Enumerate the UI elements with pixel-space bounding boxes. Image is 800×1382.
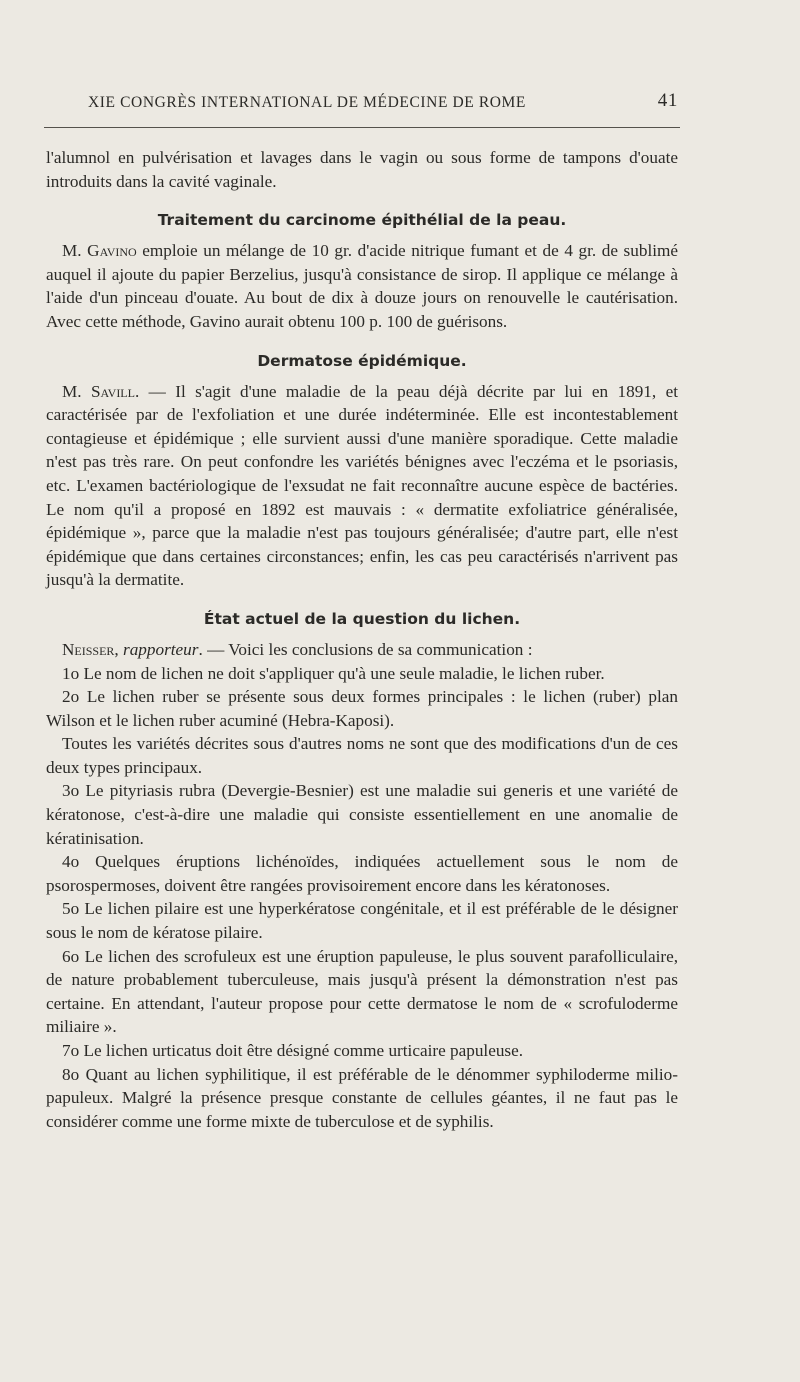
header-rule <box>44 127 680 128</box>
prefix: M. <box>62 381 91 401</box>
conclusion-6: 6o Le lichen des scrofuleux est une éruption papuleuse, le plus souvent parafolliculaire, de nature probablement tuberculeuse, mais jusqu'à présent la démonstration n'est pas certaine. En attendant, l'auteur propose pour cette dermatose le nom de « scrofuloderme miliaire ». <box>46 946 678 1037</box>
conclusion-3: 3o Le pityriasis rubra (Devergie-Besnier) est une maladie sui generis et une variété de kératonose, c'est-à-dire une maladie qui consiste essentiellement en une anomalie de kératinisation. <box>46 781 678 848</box>
paragraph-neisser <box>46 638 678 662</box>
paragraph-savill <box>46 380 678 592</box>
conclusion-8: 8o Quant au lichen syphilitique, il est préférable de le dénommer syphiloderme milio-papuleux. Malgré la présence presque constante de cellules géantes, il ne faut pas le considérer comme une forme mixte de tuberculose et de syphilis. <box>46 1064 678 1131</box>
paragraph-text: emploie un mélange de 10 gr. d'acide nitrique fumant et de 4 gr. de sublimé auquel il ajoute du papier Berzelius, jusqu'à consistance de sirop. Il applique ce mélange à l'aide d'un pinceau d'ouate. Au bout de dix à douze jours on renouvelle le cautérisation. Avec cette méthode, Gavino aurait obtenu 100 p. 100 de guérisons. <box>46 241 678 331</box>
author-name: Neisser <box>62 639 115 659</box>
conclusion-7: 7o Le lichen urticatus doit être désigné comme urticaire papuleuse. <box>62 1041 524 1060</box>
author-name: Savill <box>90 381 135 401</box>
conclusion-5: 5o Le lichen pilaire est une hyperkératose congénitale, et il est préférable de le désigner sous le nom de kératose pilaire. <box>46 899 678 943</box>
author-name: Gavino <box>87 241 137 261</box>
section-heading-lichen: État actuel de la question du lichen. <box>203 609 521 628</box>
conclusion-1: 1o Le nom de lichen ne doit s'appliquer qu'à une seule maladie, le lichen ruber. <box>62 663 605 683</box>
running-header <box>88 90 678 120</box>
header-title: XIE CONGRÈS INTERNATIONAL DE MÉDECINE DE ROME <box>88 94 526 111</box>
paragraph-gavino <box>46 239 678 333</box>
paragraph-text: . — Il s'agit d'une maladie de la peau déjà décrite par lui en 1891, et caractérisée par de l'exfoliation et une durée indéterminée. Elle est incontestablement contagieuse et épidémique ; elle survient aussi d'une manière sporadique. Cette maladie n'est pas très rare. On peut confondre les variétés bénignes avec l'eczéma et le psoriasis, etc. L'examen bactériologique de l'exsudat ne fait reconnaître aucune espèce de bactéries. Le nom qu'il a proposé en 1892 est mauvais : « dermatite exfoliatrice généralisée, épidémique », parce que la maladie n'est pas toujours généralisée; d'autre part, elle n'est épidémique que dans certaines circonstances; enfin, les cas peu caractérisés n'arrivent pas jusqu'à la dermatite. <box>46 381 678 590</box>
section-heading-carcinome: Traitement du carcinome épithélial de la peau. <box>157 211 567 230</box>
section-heading-dermatose: Dermatose épidémique. <box>257 351 467 370</box>
conclusion-2: 2o Le lichen ruber se présente sous deux formes principales : le lichen (ruber) plan Wilson et le lichen ruber acuminé (Hebra-Kaposi). <box>46 687 678 730</box>
conclusion-4: 4o Quelques éruptions lichénoïdes, indiquées actuellement sous le nom de psorospermoses, doivent être rangées provisoirement encore dans les kératonoses. <box>46 852 678 895</box>
prefix: M. <box>62 241 88 261</box>
paragraph-text: . — Voici les conclusions de sa communication : <box>198 639 533 659</box>
separator: , <box>114 639 124 659</box>
intro-paragraph: l'alumnol en pulvérisation et lavages dans le vagin ou sous forme de tampons d'ouate introduits dans la cavité vaginale. <box>46 148 678 191</box>
body-text <box>46 146 678 1133</box>
author-role: rapporteur <box>123 639 199 659</box>
page-number: 41 <box>657 90 678 111</box>
conclusion-2-note: Toutes les variétés décrites sous d'autres noms ne sont que des modifications d'un de ces deux types principaux. <box>46 734 678 777</box>
